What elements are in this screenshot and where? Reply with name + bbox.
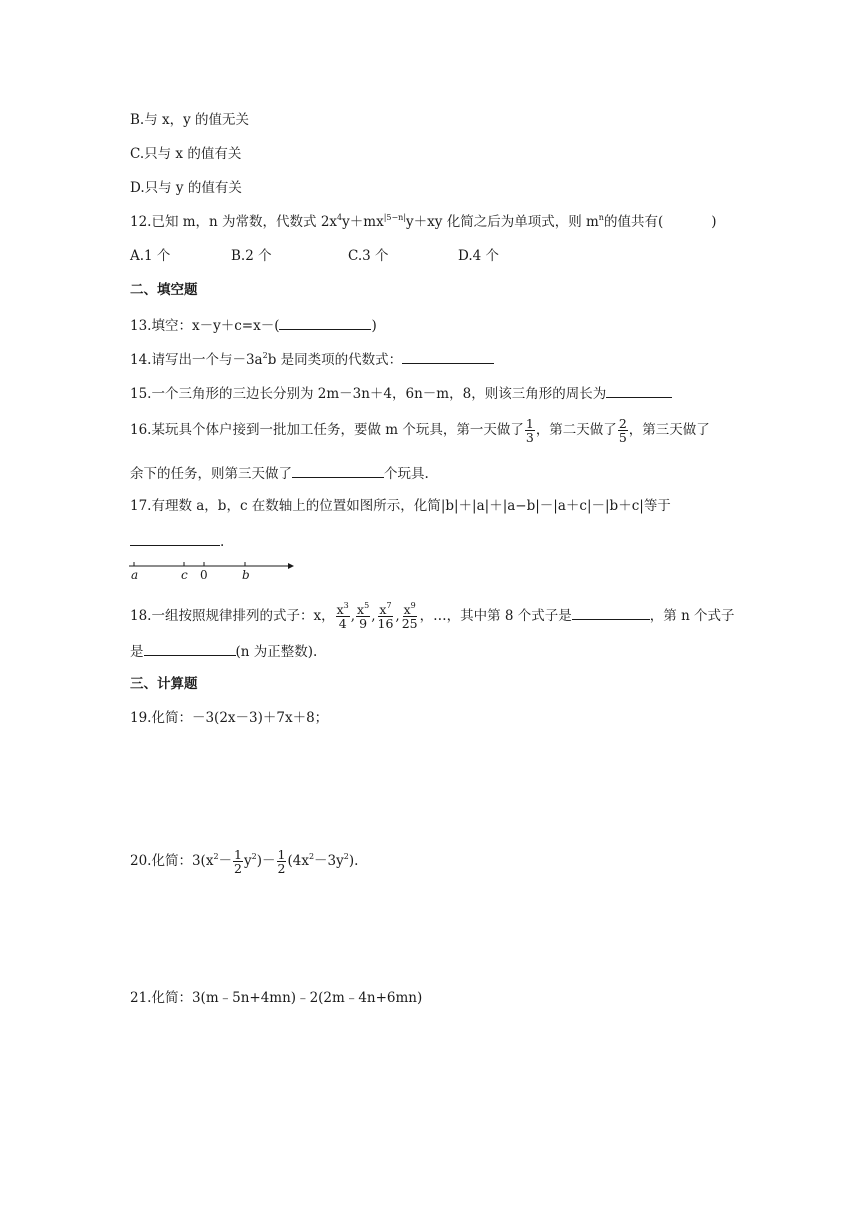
number-line-axis [128,560,298,572]
q12-option-b: B.2 个 [231,248,272,264]
question-18-line2: 是 (n 为正整数). [130,641,317,661]
question-13: 13.填空：x－y＋c=x－( ) [130,315,377,335]
question-14: 14.请写出一个与$-3a^2b$ 是同类项的代数式： [130,349,494,369]
fraction: $\frac{1}{2}$ [277,847,286,876]
q12-option-a: A.1 个 [130,248,171,264]
label-b: b [242,568,250,582]
blank [279,315,371,330]
fraction: $\frac{1}{3}$ [525,416,534,445]
fraction: $\frac{x^9}{25}$ [401,601,418,631]
fraction: $\frac{x^3}{4}$ [336,601,349,631]
section-3-title: 三、计算题 [130,676,198,692]
question-16: 16.某玩具个体户接到一批加工任务，要做 m 个玩具，第一天做了 $\frac{1}{3}$ ，第二天做了 $\frac{2}{5}$ ，第三天做了 [130,416,710,445]
question-19: 19.化简：－3(2x－3)＋7x＋8； [130,710,329,726]
question-12: 12.已知 m，n 为常数，代数式 $2x^4y+mx^{|5-n|}y+xy$ 化简之后为单项式，则 $m^n$的值共有( ) [130,213,717,230]
question-15: 15.一个三角形的三边长分别为 2m－3n＋4，6n－m，8，则该三角形的周长为 [130,383,672,403]
label-zero: 0 [200,568,208,582]
question-17-line2: . [130,531,224,551]
q11-option-d: D.只与 y 的值有关 [130,180,242,196]
blank [292,463,384,478]
q12-option-d: D.4 个 [458,248,500,264]
absolute-value-expression: |b|＋|a|＋|a−b|－|a＋c|－|b＋c| [440,498,644,514]
blank [402,349,494,364]
fraction: $\frac{x^5}{9}$ [357,601,370,631]
fraction: $\frac{2}{5}$ [618,416,627,445]
q12-option-c: C.3 个 [348,248,389,264]
fraction: $\frac{1}{2}$ [234,847,242,876]
q11-option-c: C.只与 x 的值有关 [130,146,242,162]
question-18: 18.一组按照规律排列的式子：x， $\frac{x^3}{4}$ , $\frac{x^5}{9}$ , $\frac{x^7}{16}$ , $\frac{x^9}{25}$ ，…，其中第 8 个式子是 ，第 n 个式子 [130,601,735,631]
section-2-title: 二、填空题 [130,282,198,298]
blank [144,641,236,656]
fraction: $\frac{x^7}{16}$ [377,601,394,631]
blank [572,605,650,620]
label-c: c [181,568,188,582]
blank [130,531,220,546]
number-line-figure [128,560,298,586]
question-20: 20.化简：$3(x^2-$ $\frac{1}{2}$ $y^2)-$ $\frac{1}{2}$ $(4x^2-3y^2)$. [130,847,359,876]
question-16-line2: 余下的任务，则第三天做了 个玩具. [130,463,429,483]
question-21: 21.化简：3(m﹣5n+4mn)﹣2(2m﹣4n+6mn) [130,990,423,1006]
q12-options [130,247,499,265]
blank [606,383,672,398]
q11-option-b: B.与 x，y 的值无关 [130,112,250,128]
label-a: a [131,568,139,582]
question-17: 17.有理数 a，b，c 在数轴上的位置如图所示，化简|b|＋|a|＋|a−b|－|a＋c|－|b＋c|等于 [130,498,671,514]
